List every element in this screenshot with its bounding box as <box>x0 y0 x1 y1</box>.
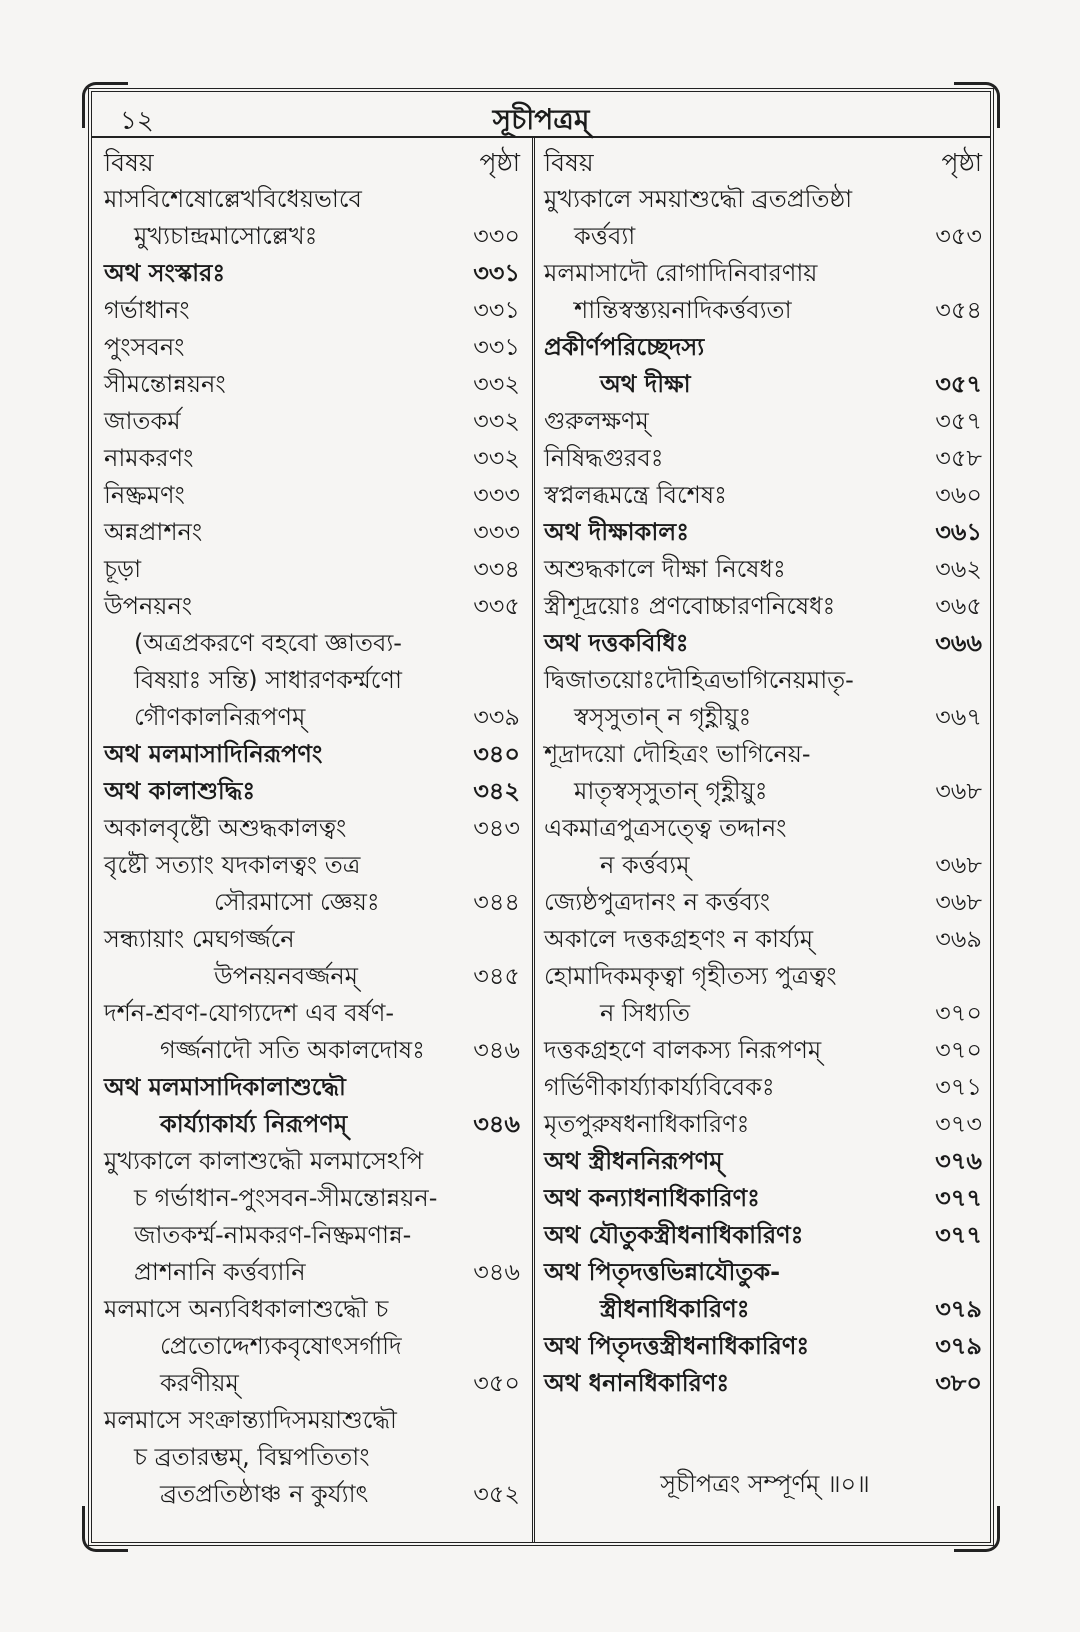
toc-entry <box>544 588 986 625</box>
entry-title: শূদ্রাদয়ো দৌহিত্রং ভাগিনেয়- <box>544 740 811 768</box>
page-heading: পৃষ্ঠা <box>479 148 520 177</box>
entry-title: অথ দত্তকবিধিঃ <box>544 629 689 657</box>
toc-entry <box>544 255 986 292</box>
entry-title: বিষয়াঃ সন্তি) সাধারণকর্ম্মণো <box>134 666 402 694</box>
entry-title: গর্ভাধানং <box>104 296 190 324</box>
column-header <box>104 144 524 181</box>
entry-page-number: ৩৬৯ <box>935 925 982 953</box>
entry-title: জাতকর্ম্ম-নামকরণ-নিষ্ক্রমণান্ন- <box>134 1221 412 1249</box>
entry-title: ন কর্ত্তব্যম্ <box>600 851 690 879</box>
entry-title: অথ ধনানধিকারিণঃ <box>544 1369 730 1397</box>
entry-page-number: ৩৩২ <box>473 370 520 398</box>
entry-page-number: ৩৭৭ <box>935 1184 982 1212</box>
entry-page-number: ৩৫৩ <box>935 222 982 250</box>
toc-entry <box>544 1217 986 1254</box>
entry-title: সন্ধ্যায়াং মেঘগর্জ্জনে <box>104 925 295 953</box>
toc-entry <box>104 1291 524 1328</box>
toc-entry <box>104 810 524 847</box>
entry-title: উপনয়নং <box>104 592 193 620</box>
entry-title: মলমাসাদৌ রোগাদিনিবারণায় <box>544 259 818 287</box>
entry-title: নামকরণং <box>104 444 194 472</box>
toc-entry <box>544 514 986 551</box>
toc-entry <box>544 958 986 995</box>
page-header <box>92 92 990 138</box>
entry-title: করণীয়ম্ <box>160 1369 239 1397</box>
entry-title: মলমাসে সংক্রান্ত্যাদিসময়াশুদ্ধৌ <box>104 1406 397 1434</box>
page-number: ১২ <box>120 106 154 136</box>
entry-title: সৌরমাসো জ্ঞেয়ঃ <box>214 888 380 916</box>
entry-title: চ গর্ভাধান-পুংসবন-সীমন্তোন্নয়ন- <box>134 1184 438 1212</box>
entry-page-number: ৩৭৬ <box>935 1147 982 1175</box>
entry-title: দত্তকগ্রহণে বালকস্য নিরূপণম্ <box>544 1036 822 1064</box>
toc-entry <box>104 847 524 884</box>
entry-page-number: ৩৭৩ <box>935 1110 982 1138</box>
entry-title: অকালবৃষ্টৌ অশুদ্ধকালত্বং <box>104 814 347 842</box>
toc-entry <box>544 625 986 662</box>
entry-title: চ ব্রতারম্ভম্, বিঘ্নপতিতাং <box>134 1443 370 1471</box>
toc-entry <box>104 736 524 773</box>
toc-entry <box>544 884 986 921</box>
toc-entry <box>104 403 524 440</box>
toc-entry <box>104 255 524 292</box>
right-column <box>544 144 986 1402</box>
entry-title: চূড়া <box>104 555 142 583</box>
entry-title: অথ কন্যাধনাধিকারিণঃ <box>544 1184 760 1212</box>
toc-entry <box>544 1180 986 1217</box>
entry-title: মুখ্যকালে সময়াশুদ্ধৌ ব্রতপ্রতিষ্ঠা <box>544 185 853 213</box>
entry-title: সীমন্তোন্নয়নং <box>104 370 226 398</box>
entry-title: স্বসৃসুতান্ ন গৃহ্ণীয়ুঃ <box>574 703 752 731</box>
entry-title: দ্বিজাতয়োঃদৌহিত্রভাগিনেয়মাতৃ- <box>544 666 854 694</box>
entry-title: অথ সংস্কারঃ <box>104 259 226 287</box>
toc-entry <box>544 662 986 699</box>
entry-title: গর্ভিণীকার্য্যাকার্য্যবিবেকঃ <box>544 1073 775 1101</box>
entry-title: মুখ্যচান্দ্রমাসোল্লেখঃ <box>134 222 318 250</box>
entry-title: স্ত্রীশূদ্রয়োঃ প্রণবোচ্চারণনিষেধঃ <box>544 592 836 620</box>
toc-entry <box>544 1143 986 1180</box>
entry-page-number: ৩৪৫ <box>473 962 520 990</box>
entry-title: অথ মলমাসাদিনিরূপণং <box>104 740 323 768</box>
entry-page-number: ৩৬৭ <box>935 703 982 731</box>
entry-title: প্রেতোদ্দেশ্যকবৃষোৎসর্গাদি <box>160 1332 402 1360</box>
entry-title: অথ কালাশুদ্ধিঃ <box>104 777 256 805</box>
entry-page-number: ৩৬২ <box>935 555 982 583</box>
right-entries <box>544 181 986 1402</box>
toc-entry <box>104 218 524 255</box>
entry-title: হোমাদিকমকৃত্বা গৃহীতস্য পুত্রত্বং <box>544 962 837 990</box>
entry-title: মুখ্যকালে কালাশুদ্ধৌ মলমাসেঽপি <box>104 1147 424 1175</box>
entry-page-number: ৩৬৮ <box>935 777 982 805</box>
entry-page-number: ৩৩৯ <box>473 703 520 731</box>
toc-entry <box>104 1217 524 1254</box>
entry-page-number: ৩৬০ <box>935 481 982 509</box>
page-title: সূচীপত্রম্ <box>492 103 590 136</box>
entry-title: জ্যেষ্ঠপুত্রদানং ন কর্ত্তব্যং <box>544 888 771 916</box>
toc-entry <box>544 1254 986 1291</box>
entry-title: মলমাসে অন্যবিধকালাশুদ্ধৌ চ <box>104 1295 389 1323</box>
toc-entry <box>104 1439 524 1476</box>
entry-page-number: ৩৩৩ <box>473 518 520 546</box>
entry-title: দর্শন-শ্রবণ-যোগ্যদেশ এব বর্ষণ- <box>104 999 395 1027</box>
entry-title: উপনয়নবর্জ্জনম্ <box>214 962 358 990</box>
entry-page-number: ৩৫২ <box>473 1480 520 1508</box>
toc-entry <box>544 366 986 403</box>
toc-entry <box>544 403 986 440</box>
entry-title: অথ যৌতুকস্ত্রীধনাধিকারিণঃ <box>544 1221 804 1249</box>
toc-entry <box>104 773 524 810</box>
entry-title: (অত্রপ্রকরণে বহবো জ্ঞাতব্য- <box>134 629 402 657</box>
entry-page-number: ৩৪৬ <box>473 1036 520 1064</box>
toc-entry <box>104 1402 524 1439</box>
page-heading: পৃষ্ঠা <box>941 148 982 177</box>
entry-page-number: ৩৩১ <box>473 296 520 324</box>
entry-page-number: ৩৬৮ <box>935 851 982 879</box>
entry-title: একমাত্রপুত্রসত্ত্বে তদ্দানং <box>544 814 787 842</box>
toc-entry <box>104 329 524 366</box>
entry-page-number: ৩৪৬ <box>473 1258 520 1286</box>
toc-entry <box>104 1069 524 1106</box>
subject-heading: বিষয় <box>544 148 594 177</box>
toc-entry <box>104 1143 524 1180</box>
toc-entry <box>104 1476 524 1513</box>
toc-entry <box>104 921 524 958</box>
entry-page-number: ৩৫৪ <box>935 296 982 324</box>
toc-entry <box>104 1180 524 1217</box>
entry-page-number: ৩৪২ <box>473 777 520 805</box>
left-entries <box>104 181 524 1513</box>
toc-entry <box>544 292 986 329</box>
toc-entry <box>544 477 986 514</box>
entry-title: গুরুলক্ষণম্ <box>544 407 649 435</box>
entry-title: মৃতপুরুষধনাধিকারিণঃ <box>544 1110 750 1138</box>
toc-entry <box>104 1254 524 1291</box>
toc-entry <box>544 699 986 736</box>
entry-title: অথ স্ত্রীধননিরূপণম্ <box>544 1147 723 1175</box>
toc-entry <box>104 440 524 477</box>
entry-title: কার্য্যাকার্য্য নিরূপণম্ <box>160 1110 348 1138</box>
toc-entry <box>544 440 986 477</box>
entry-page-number: ৩৭৯ <box>935 1332 982 1360</box>
entry-page-number: ৩৬৮ <box>935 888 982 916</box>
entry-page-number: ৩৬৬ <box>935 629 982 657</box>
entry-page-number: ৩৩০ <box>473 222 520 250</box>
entry-title: ব্রতপ্রতিষ্ঠাঞ্চ ন কুর্য্যাৎ <box>160 1480 369 1508</box>
column-header <box>544 144 986 181</box>
entry-page-number: ৩৩৪ <box>473 555 520 583</box>
entry-page-number: ৩৩৩ <box>473 481 520 509</box>
column-divider <box>532 138 535 1542</box>
entry-page-number: ৩৪০ <box>473 740 520 768</box>
entry-page-number: ৩৭১ <box>935 1073 982 1101</box>
toc-entry <box>104 551 524 588</box>
toc-entry <box>544 995 986 1032</box>
entry-page-number: ৩৭০ <box>935 1036 982 1064</box>
entry-page-number: ৩৫৭ <box>935 407 982 435</box>
toc-entry <box>104 181 524 218</box>
entry-title: ন সিধ্যতি <box>600 999 690 1027</box>
entry-title: অথ দীক্ষা <box>600 370 691 398</box>
toc-entry <box>544 1069 986 1106</box>
toc-entry <box>544 181 986 218</box>
toc-entry <box>104 958 524 995</box>
entry-title: প্রকীর্ণপরিচ্ছেদস্য <box>544 333 705 361</box>
toc-entry <box>104 588 524 625</box>
entry-title: অথ পিতৃদত্তস্ত্রীধনাধিকারিণঃ <box>544 1332 810 1360</box>
entry-page-number: ৩৬৫ <box>935 592 982 620</box>
entry-page-number: ৩৩২ <box>473 444 520 472</box>
entry-page-number: ৩৩২ <box>473 407 520 435</box>
toc-entry <box>544 1365 986 1402</box>
entry-title: কর্ত্তব্যা <box>574 222 636 250</box>
entry-page-number: ৩৩১ <box>473 259 520 287</box>
entry-page-number: ৩৪৬ <box>473 1110 520 1138</box>
entry-title: শান্তিস্বস্ত্যয়নাদিকর্ত্তব্যতা <box>574 296 792 324</box>
toc-entry <box>544 736 986 773</box>
entry-title: অন্নপ্রাশনং <box>104 518 203 546</box>
left-column <box>104 144 524 1513</box>
toc-entry <box>104 1106 524 1143</box>
entry-page-number: ৩৭০ <box>935 999 982 1027</box>
entry-title: প্রাশনানি কর্ত্তব্যানি <box>134 1258 306 1286</box>
entry-title: অশুদ্ধকালে দীক্ষা নিষেধঃ <box>544 555 786 583</box>
toc-entry <box>104 884 524 921</box>
entry-page-number: ৩৭৯ <box>935 1295 982 1323</box>
corner-ornament <box>954 1506 1000 1552</box>
entry-title: স্বপ্নলব্ধমন্ত্রে বিশেষঃ <box>544 481 727 509</box>
toc-entry <box>104 366 524 403</box>
toc-entry <box>104 1328 524 1365</box>
toc-entry <box>544 921 986 958</box>
toc-entry <box>104 1032 524 1069</box>
contents-complete-note: সূচীপত্রং সম্পূর্ণম্ ॥০॥ <box>660 1470 870 1498</box>
entry-page-number: ৩৫৮ <box>935 444 982 472</box>
entry-title: মাতৃস্বসৃসুতান্ গৃহ্ণীয়ুঃ <box>574 777 768 805</box>
entry-page-number: ৩৩১ <box>473 333 520 361</box>
toc-entry <box>544 329 986 366</box>
toc-entry <box>104 292 524 329</box>
entry-title: নিষিদ্ধগুরবঃ <box>544 444 664 472</box>
toc-entry <box>104 699 524 736</box>
entry-title: অথ দীক্ষাকালঃ <box>544 518 689 546</box>
entry-title: মাসবিশেষোল্লেখবিধেয়ভাবে <box>104 185 362 213</box>
entry-page-number: ৩৩৫ <box>473 592 520 620</box>
entry-title: বৃষ্টৌ সত্যাং যদকালত্বং তত্র <box>104 851 361 879</box>
entry-page-number: ৩৪৩ <box>473 814 520 842</box>
toc-entry <box>104 662 524 699</box>
entry-page-number: ৩৬১ <box>935 518 982 546</box>
entry-title: পুংসবনং <box>104 333 185 361</box>
toc-entry <box>104 625 524 662</box>
entry-page-number: ৩৫৭ <box>935 370 982 398</box>
entry-page-number: ৩৫০ <box>473 1369 520 1397</box>
toc-entry <box>544 847 986 884</box>
entry-title: জাতকর্ম <box>104 407 181 435</box>
toc-entry <box>544 1328 986 1365</box>
toc-entry <box>104 1365 524 1402</box>
entry-title: অথ পিতৃদত্তভিন্নাযৌতুক- <box>544 1258 781 1286</box>
entry-title: স্ত্রীধনাধিকারিণঃ <box>600 1295 750 1323</box>
toc-entry <box>544 1106 986 1143</box>
page-frame <box>88 88 994 1546</box>
toc-entry <box>544 773 986 810</box>
entry-title: নিষ্ক্রমণং <box>104 481 185 509</box>
toc-entry <box>544 218 986 255</box>
entry-title: অথ মলমাসাদিকালাশুদ্ধৌ <box>104 1073 346 1101</box>
entry-page-number: ৩৭৭ <box>935 1221 982 1249</box>
entry-title: অকালে দত্তকগ্রহণং ন কার্য্যম্ <box>544 925 814 953</box>
toc-entry <box>544 1291 986 1328</box>
entry-page-number: ৩৮০ <box>935 1369 982 1397</box>
toc-entry <box>104 477 524 514</box>
entry-page-number: ৩৪৪ <box>473 888 520 916</box>
toc-entry <box>544 1032 986 1069</box>
entry-title: গর্জ্জনাদৌ সতি অকালদোষঃ <box>160 1036 425 1064</box>
toc-entry <box>104 514 524 551</box>
toc-entry <box>544 551 986 588</box>
toc-entry <box>104 995 524 1032</box>
subject-heading: বিষয় <box>104 148 154 177</box>
toc-entry <box>544 810 986 847</box>
entry-title: গৌণকালনিরূপণম্ <box>134 703 306 731</box>
